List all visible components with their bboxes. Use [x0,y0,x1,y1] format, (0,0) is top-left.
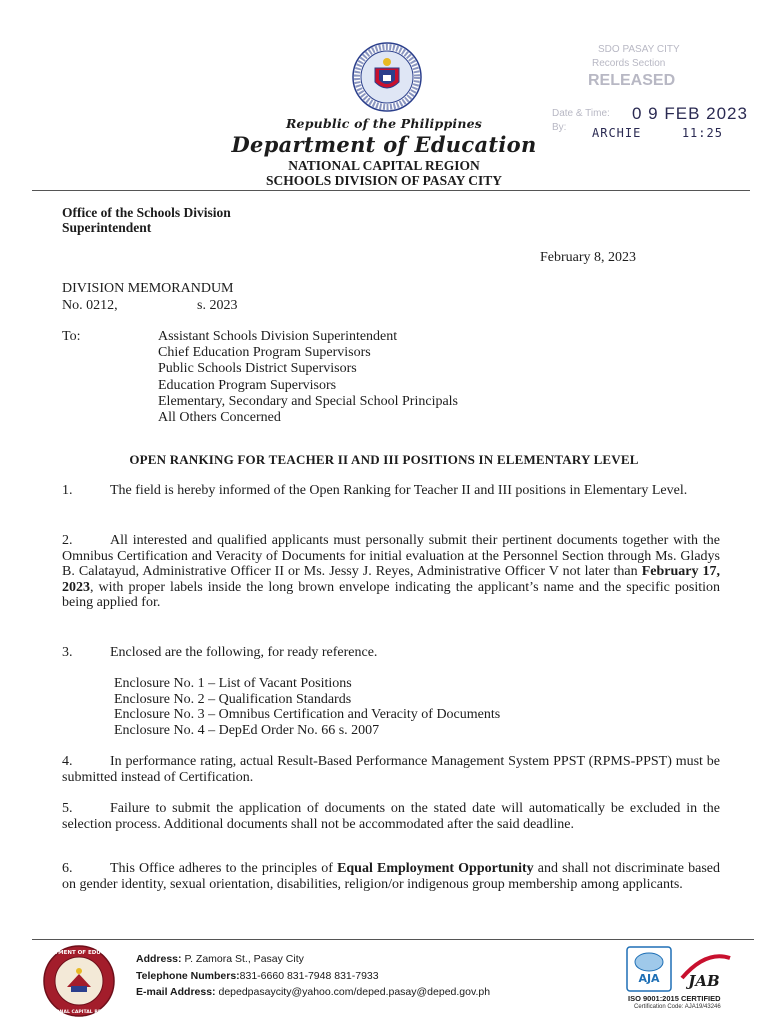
phone-label: Telephone Numbers: [136,969,240,982]
office-name [62,205,231,235]
paragraph-6 [62,861,720,892]
department-heading: Department of Education [231,132,537,157]
contact-block [136,951,490,1001]
paragraph-text: All interested and qualified applicants must personally submit their pertinent documents together with the Omnibus Certification and Veracity of Documents for initial evaluation at the Personnel Section through Ms. Gladys B. Calatayud, Administrative Officer II or Ms. Jessy J. Reyes, Administrative Officer V not later than [62,533,720,579]
recipient: Elementary, Secondary and Special School Principals [158,393,459,409]
office-line-2: Superintendent [62,220,152,235]
paragraph-text: The field is hereby informed of the Open Ranking for Teacher II and III positions in Elementary Level. [110,483,688,498]
recipient: Assistant Schools Division Superintendent [158,329,398,344]
phone-value: 831-6660 831-7948 831-7933 [239,969,379,982]
paragraph-text-cont: , with proper labels inside the long brown envelope indicating the applicant’s name and the specific position being applied for. [62,579,720,610]
address-value: P. Zamora St., Pasay City [184,953,304,965]
recipient: Public Schools District Supervisors [158,361,357,377]
recipient: Education Program Supervisors [158,377,337,393]
equal-opportunity-text: Equal Employment Opportunity [337,861,534,876]
enclosure-item: Enclosure No. 2 – Qualification Standards [114,691,352,707]
enclosure-list [114,676,500,738]
paragraph-1 [62,483,720,499]
jab-logo-icon [676,948,734,992]
stamp-status: RELEASED [588,72,676,89]
region-name: NATIONAL CAPITAL REGION [288,158,480,173]
stamp-signed-by: ARCHIE [592,126,642,140]
paragraph-number: 6. [62,861,73,876]
office-line-1: Office of the Schools Division [62,205,231,220]
recipient-list [158,329,458,426]
deped-seal-icon [352,42,422,112]
email-line [136,984,490,1001]
footer-seal-icon [34,944,124,1018]
stamp-time: 11:25 [681,126,723,140]
paragraph-text: Enclosed are the following, for ready reference. [110,645,378,660]
email-label: E-mail Address: [136,986,216,998]
memo-number: No. 0212, [62,298,118,313]
recipient: All Others Concerned [158,410,281,426]
stamp-section: Records Section [592,58,666,69]
iso-certification: ISO 9001:2015 CERTIFIED [628,994,721,1003]
deadline-text: February 17, 2023 [62,564,721,595]
email-value[interactable]: depedpasaycity@yahoo.com/deped.pasay@deped.gov.ph [218,986,491,998]
paragraph-4 [62,754,720,785]
memo-subject: OPEN RANKING FOR TEACHER II AND III POSITIONS IN ELEMENTARY LEVEL [129,452,639,467]
stamp-by-label: By: [552,122,567,133]
stamp-date: 0 9 FEB 2023 [632,104,748,123]
enclosure-item: Enclosure No. 1 – List of Vacant Positions [114,676,352,691]
paragraph-number: 3. [62,645,73,660]
paragraph-2 [62,533,720,611]
paragraph-number: 4. [62,754,73,769]
stamp-date-label: Date & Time: [552,108,610,119]
footer-seal-bottom-text: NATIONAL CAPITAL REGION [43,1010,115,1015]
jab-text: JAB [688,972,720,990]
to-label: To: [62,329,81,344]
footer-seal-text: DEPARTMENT OF EDUCATION [34,950,124,956]
enclosure-item: Enclosure No. 3 – Omnibus Certification and Veracity of Documents [114,707,501,722]
address-label: Address: [136,953,182,965]
paragraph-number: 2. [62,533,73,548]
paragraph-3 [62,645,720,661]
region-heading [0,158,768,188]
paragraph-text: This Office adheres to the principles of [110,861,338,876]
paragraph-number: 5. [62,801,73,816]
stamp-signature [592,126,723,140]
iso-certification-code: Certification Code: AJA19/43246 [634,1004,721,1010]
paragraph-text: Failure to submit the application of documents on the stated date will automatically be excluded in the selection process. Additional documents shall not be accommodated after the said deadline. [62,801,720,832]
memo-title: DIVISION MEMORANDUM [62,281,234,296]
footer-divider [32,939,754,940]
address-line [136,951,490,968]
memo-number-line [62,297,237,314]
paragraph-text: In performance rating, actual Result-Based Performance Management System PPST (RPMS-PPST) must be submitted instead of Certification. [62,754,720,785]
paragraph-5 [62,801,720,832]
phone-line [136,968,490,985]
aja-text: AJA [638,972,660,985]
paragraph-number: 1. [62,483,73,498]
memo-date: February 8, 2023 [540,250,637,265]
division-name: SCHOOLS DIVISION OF PASAY CITY [265,173,503,188]
recipient: Chief Education Program Supervisors [158,345,371,361]
enclosure-item: Enclosure No. 4 – DepEd Order No. 66 s. 2007 [114,722,380,738]
memo-heading [62,280,237,314]
paragraph-text-cont: and shall not discriminate based on gender identity, sexual orientation, disabilities, religion/or indigenous group membership among applicants. [62,861,720,892]
aja-logo-icon [626,946,672,992]
memo-series: s. 2023 [197,298,238,313]
header-divider [32,190,750,191]
stamp-office: SDO PASAY CITY [598,44,680,55]
republic-heading: Republic of the Philippines [285,116,483,131]
